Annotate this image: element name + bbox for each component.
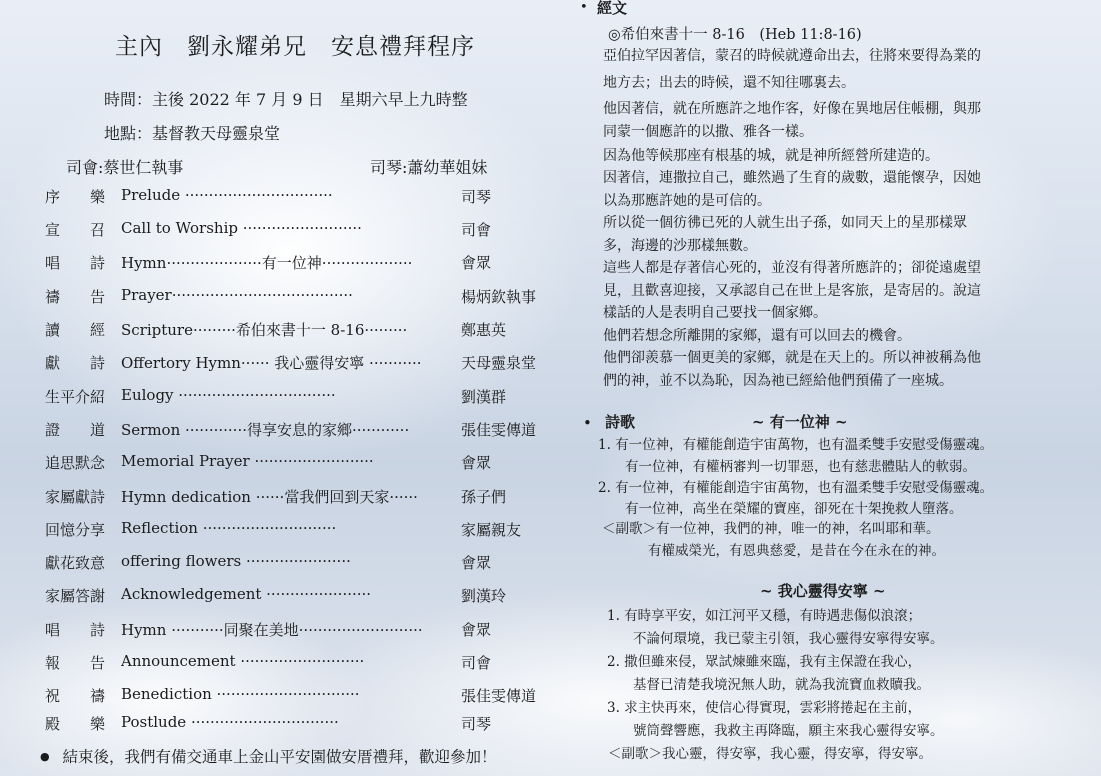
presider: 司會:蔡世仁執事 — [66, 158, 184, 177]
footer-text: 結束後，我們有備交通車上金山平安園做安厝禮拜，歡迎參加！ — [62, 748, 497, 766]
hymn1-line: 1. 有一位神，有權能創造宇宙萬物，也有溫柔雙手安慰受傷靈魂。 — [598, 437, 994, 453]
program-label: 序 樂 — [45, 188, 106, 206]
footer-note — [40, 745, 497, 767]
program-label: 追思默念 — [45, 454, 106, 472]
program-person: 天母靈泉堂 — [461, 354, 537, 372]
program-label: 家屬獻詩 — [45, 488, 106, 506]
program-label: 證 道 — [45, 421, 106, 439]
hymn2-line: 3. 求主快再來，使信心得實現，雲彩將捲起在主前， — [607, 700, 922, 716]
program-item: Reflection ···························· — [121, 519, 337, 537]
scripture-line: 因為他等候那座有根基的城，就是神所經營所建造的。 — [603, 148, 939, 164]
program-item: Call to Worship ························· — [121, 219, 362, 237]
hymn1-title: ~ 有一位神 ~ — [752, 413, 848, 431]
program-person: 司會 — [461, 221, 492, 239]
program-label: 生平介紹 — [45, 388, 106, 406]
program-label: 家屬答謝 — [45, 587, 106, 605]
program-person: 孫子們 — [461, 488, 507, 506]
program-item: Postlude ······························· — [121, 713, 339, 731]
program-row — [45, 319, 507, 340]
program-row — [45, 619, 492, 640]
program-person: 會眾 — [461, 454, 492, 472]
program-row — [45, 486, 507, 507]
program-person: 張佳雯傳道 — [461, 421, 537, 439]
program-person: 楊炳欽執事 — [461, 288, 537, 306]
program-person: 司琴 — [461, 715, 492, 733]
program-row — [45, 386, 507, 407]
bullet-icon: • — [580, 0, 588, 15]
hymn2-line: 號筒聲響應，我救主再降臨，願主來我心靈得安寧。 — [633, 723, 944, 739]
program-row — [45, 219, 492, 240]
program-person: 劉漢群 — [461, 388, 507, 406]
program-row — [45, 452, 492, 473]
program-item: Hymn ···········同聚在美地·························· — [121, 621, 423, 639]
program-person: 司琴 — [461, 188, 492, 206]
program-item: Benediction ······························ — [121, 685, 360, 703]
hymn1-line: 2. 有一位神，有權能創造宇宙萬物，也有溫柔雙手安慰受傷靈魂。 — [598, 480, 994, 496]
program-person: 家屬親友 — [461, 521, 522, 539]
scripture-reference: ◎希伯來書十一 8-16 (Heb 11:8-16) — [608, 27, 862, 43]
scripture-line: 多，海邊的沙那樣無數。 — [603, 238, 757, 254]
program-item: Prelude ······························· — [121, 186, 333, 204]
program-person: 劉漢玲 — [461, 587, 507, 605]
hymn1-line: 有一位神，有權柄審判一切罪惡，也有慈悲體貼人的軟弱。 — [625, 459, 976, 475]
bullet-icon: • — [583, 414, 592, 432]
program-label: 禱 告 — [45, 288, 106, 306]
program-label: 讀 經 — [45, 321, 106, 339]
hymn2-line: 2. 撒但雖來侵，眾試煉雖來臨，我有主保證在我心， — [607, 654, 922, 670]
program-person: 鄭惠英 — [461, 321, 507, 339]
hymn1-line: 有權威榮光，有恩典慈愛，是昔在今在永在的神。 — [648, 543, 945, 559]
scripture-line: 他因著信，就在所應許之地作客，好像在異地居住帳棚，與那 — [603, 101, 981, 117]
program-row — [45, 552, 492, 573]
scripture-line: 因著信，連撒拉自己，雖然過了生育的歲數，還能懷孕，因她 — [603, 170, 981, 186]
program-item: Hymn····················有一位神··················· — [121, 254, 413, 272]
bullet-icon: ● — [40, 750, 50, 763]
program-item: Scripture·········希伯來書十一 8-16········· — [121, 321, 408, 339]
program-label: 回憶分享 — [45, 521, 106, 539]
program-person: 會眾 — [461, 554, 492, 572]
program-row — [45, 186, 492, 207]
hymn2-line: 不論何環境，我已蒙主引領，我心靈得安寧得安寧。 — [633, 631, 944, 647]
program-row — [45, 419, 537, 440]
program-person: 張佳雯傳道 — [461, 687, 537, 705]
scripture-line: 們的神，並不以為恥，因為祂已經給他們預備了一座城。 — [603, 373, 953, 389]
program-row — [45, 652, 492, 673]
hymn1-line: ＜副歌＞有一位神，我們的神，唯一的神，名叫耶和華。 — [602, 521, 940, 537]
pianist: 司琴:蕭幼華姐妹 — [370, 158, 488, 177]
program-row — [45, 685, 537, 706]
scripture-line: 所以從一個彷彿已死的人就生出子孫，如同天上的星那樣眾 — [603, 215, 967, 231]
program-label: 報 告 — [45, 654, 106, 672]
program-item: Hymn dedication ······當我們回到天家······ — [121, 488, 418, 506]
hymn2-line: ＜副歌＞我心靈，得安寧，我心靈，得安寧，得安寧。 — [608, 746, 932, 762]
program-row — [45, 352, 537, 373]
program-label: 獻 詩 — [45, 354, 106, 372]
program-label: 唱 詩 — [45, 621, 106, 639]
program-row — [45, 585, 507, 606]
scripture-heading: 經文 — [597, 0, 628, 17]
program-item: Announcement ·························· — [121, 652, 365, 670]
service-place: 地點：基督教天母靈泉堂 — [104, 124, 281, 143]
program-item: offering flowers ······················ — [121, 552, 351, 570]
scripture-line: 亞伯拉罕因著信，蒙召的時候就遵命出去，往將來要得為業的 — [603, 48, 981, 64]
hymn2-line: 1. 有時享平安，如江河平又穩，有時遇悲傷似浪滾； — [607, 608, 922, 624]
program-row — [45, 252, 492, 273]
page-title: 主內 劉永耀弟兄 安息禮拜程序 — [115, 34, 475, 60]
program-label: 獻花致意 — [45, 554, 106, 572]
program-item: Eulogy ································· — [121, 386, 336, 404]
program-label: 唱 詩 — [45, 254, 106, 272]
program-item: Sermon ·············得享安息的家鄉············ — [121, 421, 410, 439]
hymns-heading: 詩歌 — [605, 413, 636, 431]
hymn2-title: ~ 我心靈得安寧 ~ — [760, 582, 886, 600]
program-item: Offertory Hymn······ 我心靈得安寧 ··········· — [121, 354, 422, 372]
scripture-line: 見，且歡喜迎接，又承認自己在世上是客旅，是寄居的。說這 — [603, 283, 981, 299]
program-label: 祝 禱 — [45, 687, 106, 705]
service-time: 時間：主後 2022 年 7 月 9 日 星期六早上九時整 — [104, 90, 468, 109]
scripture-line: 這些人都是存著信心死的，並沒有得著所應許的；卻從遠處望 — [603, 260, 981, 276]
program-label: 殿 樂 — [45, 715, 106, 733]
program-person: 司會 — [461, 654, 492, 672]
scripture-line: 他們若想念所離開的家鄉，還有可以回去的機會。 — [603, 328, 911, 344]
scripture-line: 以為那應許她的是可信的。 — [603, 193, 771, 209]
program-person: 會眾 — [461, 621, 492, 639]
program-person: 會眾 — [461, 254, 492, 272]
scripture-line: 他們卻羨慕一個更美的家鄉，就是在天上的。所以神被稱為他 — [603, 350, 981, 366]
program-row — [45, 713, 492, 734]
scripture-line: 同蒙一個應許的以撒、雅各一樣。 — [603, 124, 813, 140]
hymn1-line: 有一位神，高坐在榮耀的寶座，卻死在十架挽救人墮落。 — [625, 501, 963, 517]
hymn2-line: 基督已清楚我境況無人助，就為我流寶血救贖我。 — [633, 677, 930, 693]
program-row — [45, 519, 522, 540]
program-label: 宣 召 — [45, 221, 106, 239]
program-item: Acknowledgement ······················ — [121, 585, 372, 603]
program-item: Prayer······································ — [121, 286, 353, 304]
scripture-line: 樣話的人是表明自己要找一個家鄉。 — [603, 305, 827, 321]
program-item: Memorial Prayer ························· — [121, 452, 374, 470]
program-row — [45, 286, 537, 307]
scripture-line: 地方去；出去的時候，還不知往哪裏去。 — [603, 75, 855, 91]
